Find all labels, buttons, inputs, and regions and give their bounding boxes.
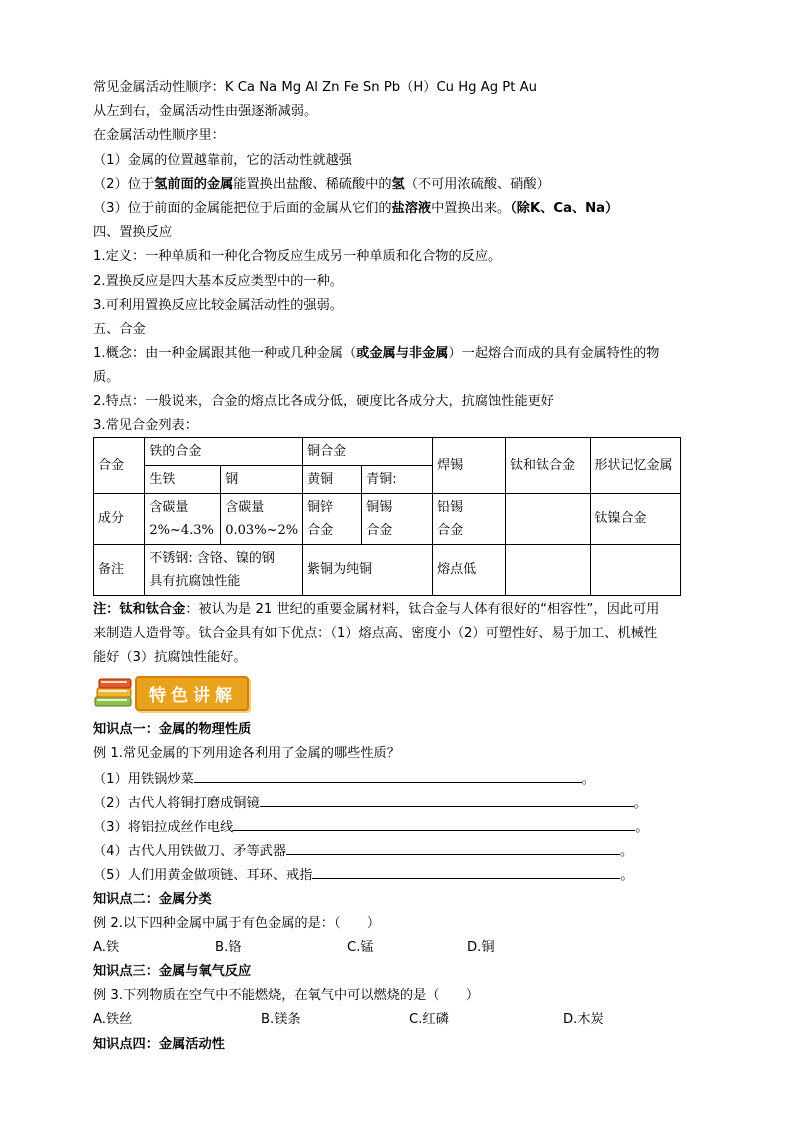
table-cell: 铁的合金 (145, 437, 303, 465)
rule-3-text-b: 中置换出来。 (431, 200, 511, 216)
rule-2-bold-a: 氢前面的金属 (154, 176, 234, 192)
section-4-item-1: 1.定义：一种单质和一种化合物反应生成另一种单质和化合物的反应。 (93, 249, 502, 265)
in-order-line: 在金属活动性顺序里： (93, 128, 225, 144)
table-cell: 紫铜为纯铜 (303, 544, 433, 595)
k1-question: 例 1.常见金属的下列用途各利用了金属的哪些性质？ (93, 746, 400, 762)
k1-title: 知识点一：金属的物理性质 (93, 722, 252, 738)
k1-item-text: （1）用铁锅炒菜 (93, 771, 194, 787)
k1-item-3 (93, 815, 703, 839)
table-cell: 形状记忆金属 (590, 437, 680, 493)
k2-title: 知识点二：金属分类 (93, 891, 212, 907)
table-cell: 成分 (94, 493, 145, 544)
rule-3-bold-a: 盐溶液 (391, 200, 432, 216)
titanium-note-3: 能好（3）抗腐蚀性能好。 (93, 650, 247, 665)
k1-item-text: （2）古代人将铜打磨成铜镜 (93, 795, 260, 811)
feature-banner-label: 特色讲解 (135, 676, 249, 711)
k1-item-4 (93, 839, 703, 863)
cell-line: 合金 (437, 522, 464, 538)
table-row (94, 493, 681, 544)
section-4-item-3: 3.可利用置换反应比较金属活动性的强弱。 (93, 297, 343, 313)
feature-banner (93, 672, 703, 714)
rule-3 (93, 197, 703, 221)
option-a[interactable]: A.铁 (93, 939, 120, 955)
k4-title: 知识点四：金属活动性 (93, 1036, 225, 1052)
rule-2-text-b: 能置换出盐酸、稀硫酸中的 (233, 176, 392, 192)
option-b[interactable]: B.镁条 (261, 1012, 301, 1028)
document-page (93, 76, 703, 1057)
rule-1: （1）金属的位置越靠前，它的活动性就越强 (93, 152, 352, 168)
table-row (94, 437, 681, 465)
table-cell: 钛和钛合金 (505, 437, 590, 493)
k2-options (93, 936, 703, 960)
k1-item-text: （5）人们用黄金做项链、耳环、戒指 (93, 868, 313, 884)
table-cell: 铜合金 (303, 437, 433, 465)
section-4-item-2: 2.置换反应是四大基本反应类型中的一种。 (93, 273, 343, 289)
cell-line: 合金 (307, 522, 334, 538)
table-cell: 焊锡 (433, 437, 506, 493)
table-cell: 钛镍合金 (590, 493, 680, 544)
alloy-list-title: 3.常见合金列表： (93, 417, 198, 433)
option-c[interactable]: C.锰 (347, 939, 374, 955)
table-cell: 青铜: (362, 465, 433, 493)
rule-2 (93, 173, 703, 197)
table-cell (221, 493, 303, 544)
k1-item-text: （3）将铝拉成丝作电线 (93, 819, 234, 835)
table-cell (505, 544, 590, 595)
cell-line: 合金 (366, 522, 393, 538)
k1-item-text: （4）古代人用铁做刀、矛等武器 (93, 844, 287, 860)
answer-blank[interactable] (312, 863, 620, 879)
cell-line: 2%~4.3% (149, 522, 214, 538)
titanium-note-2: 来制造人造骨等。钛合金具有如下优点：（1）熔点高、密度小（2）可塑性好、易于加工、机械性 (93, 625, 658, 641)
option-d[interactable]: D.木炭 (563, 1012, 604, 1028)
rule-3-text-a: （3）位于前面的金属能把位于后面的金属从它们的 (93, 200, 392, 216)
k1-item-1 (93, 767, 703, 791)
concept-text-a: 1.概念：由一种金属跟其他一种或几种金属（ (93, 346, 357, 362)
option-a[interactable]: A.铁丝 (93, 1012, 133, 1028)
table-cell: 黄铜 (303, 465, 362, 493)
cell-line: 不锈钢: 含铬、镍的钢 (149, 550, 275, 566)
end-mark: 。 (635, 819, 649, 835)
k2-question: 例 2.以下四种金属中属于有色金属的是：（ ） (93, 915, 381, 931)
k3-title: 知识点三：金属与氧气反应 (93, 964, 252, 980)
option-c[interactable]: C.红磷 (409, 1012, 449, 1028)
alloy-feature-line: 2.特点：一般说来，合金的熔点比各成分低，硬度比各成分大，抗腐蚀性能更好 (93, 394, 554, 410)
end-mark: 。 (620, 844, 634, 860)
end-mark: 。 (581, 771, 595, 787)
table-cell: 生铁 (145, 465, 221, 493)
answer-blank[interactable] (194, 767, 582, 783)
k3-options (93, 1008, 703, 1032)
table-cell: 合金 (94, 437, 145, 493)
alloy-concept-line-2: 质。 (93, 370, 120, 386)
table-cell (362, 493, 433, 544)
cell-line: 含碳量 (149, 499, 189, 515)
rule-2-text-c: （不可用浓硫酸、硝酸） (404, 176, 550, 192)
table-cell (303, 493, 362, 544)
end-mark: 。 (620, 868, 634, 884)
cell-line: 铜锡 (366, 499, 393, 515)
table-cell (590, 544, 680, 595)
concept-text-b: ）一起熔合而成的具有金属特性的物 (448, 346, 660, 362)
titanium-note-text: ：被认为是 21 世纪的重要金属材料，钛合金与人体有很好的“相容性”，因此可用 (185, 601, 660, 617)
cell-line: 具有抗腐蚀性能 (149, 573, 241, 589)
titanium-note-1 (93, 598, 703, 622)
answer-blank[interactable] (260, 791, 634, 807)
rule-2-bold-b: 氢 (391, 176, 405, 192)
k1-item-5 (93, 863, 703, 887)
titanium-note-label: 注：钛和钛合金 (93, 601, 186, 617)
rule-3-bold-b: （除K、Ca、Na） (510, 200, 619, 216)
table-cell (433, 493, 506, 544)
table-cell: 熔点低 (433, 544, 506, 595)
activity-series-line: 常见金属活动性顺序：K Ca Na Mg Al Zn Fe Sn Pb（H）Cu Hg Ag Pt Au (93, 80, 537, 95)
table-cell (145, 493, 221, 544)
k3-question: 例 3.下列物质在空气中不能燃烧，在氧气中可以燃烧的是（ ） (93, 988, 480, 1004)
trend-line: 从左到右，金属活动性由强逐渐减弱。 (93, 104, 318, 120)
table-cell: 钢 (221, 465, 303, 493)
table-row (94, 544, 681, 595)
books-icon (93, 675, 139, 711)
table-cell: 备注 (94, 544, 145, 595)
answer-blank[interactable] (233, 815, 635, 831)
cell-line: 铅锡 (437, 499, 464, 515)
cell-line: 铜锌 (307, 499, 334, 515)
section-4-heading: 四、置换反应 (93, 225, 173, 241)
alloy-table (93, 437, 681, 596)
k1-item-2 (93, 791, 703, 815)
answer-blank[interactable] (286, 839, 620, 855)
option-b[interactable]: B.铬 (215, 939, 242, 955)
section-5-heading: 五、合金 (93, 321, 146, 337)
cell-line: 0.03%~2% (225, 522, 299, 538)
cell-line: 含碳量 (225, 499, 265, 515)
table-cell (145, 544, 303, 595)
rule-2-text-a: （2）位于 (93, 176, 155, 192)
table-cell (505, 493, 590, 544)
option-d[interactable]: D.铜 (467, 939, 495, 955)
concept-bold: 或金属与非金属 (356, 346, 449, 362)
end-mark: 。 (633, 795, 647, 811)
alloy-concept-line (93, 342, 703, 366)
